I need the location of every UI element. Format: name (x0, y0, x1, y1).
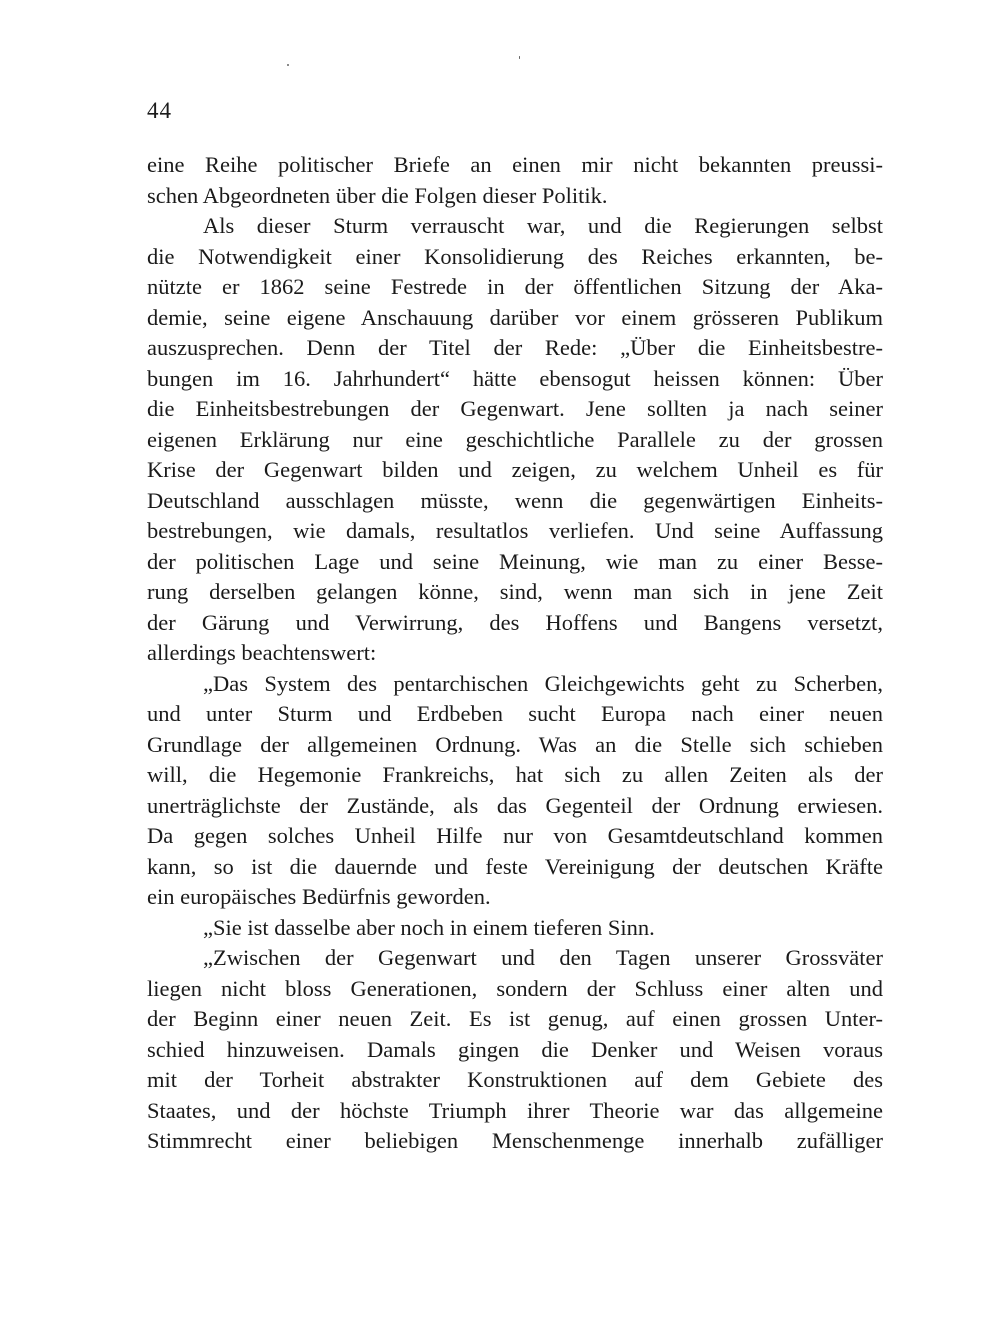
text-line: „Sie ist dasselbe aber noch in einem tieferen Sinn. (203, 914, 655, 940)
text-line: der Gärung und Verwirrung, des Hoffens und Bangens versetzt, (147, 609, 883, 635)
text-line: schen Abgeordneten über die Folgen dieser Politik. (147, 182, 608, 208)
text-line: der Beginn einer neuen Zeit. Es ist genug, auf einen grossen Unter- (147, 1006, 883, 1031)
body-text (147, 150, 883, 1157)
text-line: „Das System des pentarchischen Gleichgewichts geht zu Scherben, (203, 670, 883, 696)
text-line: Grundlage der allgemeinen Ordnung. Was an die Stelle sich schieben (147, 731, 883, 757)
text-line: und unter Sturm und Erdbeben sucht Europa nach einer neuen (147, 701, 883, 726)
text-line: kann, so ist die dauernde und feste Vereinigung der deutschen Kräfte (147, 853, 883, 879)
text-line: Da gegen solches Unheil Hilfe nur von Gesamtdeutschland kommen (147, 823, 883, 848)
text-line: „Zwischen der Gegenwart und den Tagen unserer Grossväter (203, 945, 883, 970)
text-line: die Notwendigkeit einer Konsolidierung des Reiches erkannten, be- (147, 243, 883, 269)
text-line: Krise der Gegenwart bilden und zeigen, zu welchem Unheil es für (147, 457, 883, 482)
text-line: liegen nicht bloss Generationen, sondern der Schluss einer alten und (147, 975, 883, 1001)
text-line: Deutschland ausschlagen müsste, wenn die gegenwärtigen Einheits- (147, 487, 883, 513)
text-line: Staates, und der höchste Triumph ihrer Theorie war das allgemeine (147, 1097, 883, 1123)
text-line: rung derselben gelangen könne, sind, wenn man sich in jene Zeit (147, 579, 883, 604)
text-line: auszusprechen. Denn der Titel der Rede: „Über die Einheitsbestre- (147, 335, 883, 360)
scan-speck (519, 56, 520, 59)
text-line: der politischen Lage und seine Meinung, wie man zu einer Besse- (147, 548, 883, 574)
text-line: allerdings beachtenswert: (147, 640, 377, 665)
text-line: bungen im 16. Jahrhundert“ hätte ebensogut heissen können: Über (147, 365, 883, 391)
text-line: ein europäisches Bedürfnis geworden. (147, 884, 491, 909)
text-line: Als dieser Sturm verrauscht war, und die Regierungen selbst (203, 213, 883, 238)
text-line: unerträglichste der Zustände, als das Gegenteil der Ordnung erwiesen. (147, 792, 883, 818)
text-line: demie, seine eigene Anschauung darüber vor einem grösseren Publikum (147, 304, 883, 330)
text-line: eine Reihe politischer Briefe an einen mir nicht bekannten preussi- (147, 152, 883, 177)
text-line: die Einheitsbestrebungen der Gegenwart. Jene sollten ja nach seiner (147, 396, 883, 421)
text-line: schied hinzuweisen. Damals gingen die Denker und Weisen voraus (147, 1036, 883, 1062)
page-number: 44 (147, 98, 172, 123)
text-line: eigenen Erklärung nur eine geschichtliche Parallele zu der grossen (147, 426, 883, 452)
scan-speck (287, 64, 289, 66)
text-line: bestrebungen, wie damals, resultatlos verliefen. Und seine Auffassung (147, 518, 883, 543)
text-line: nützte er 1862 seine Festrede in der öffentlichen Sitzung der Aka- (147, 274, 883, 299)
text-line: will, die Hegemonie Frankreichs, hat sich zu allen Zeiten als der (147, 762, 883, 787)
text-line: Stimmrecht einer beliebigen Menschenmenge innerhalb zufälliger (147, 1128, 883, 1153)
text-line: mit der Torheit abstrakter Konstruktionen auf dem Gebiete des (147, 1067, 883, 1092)
